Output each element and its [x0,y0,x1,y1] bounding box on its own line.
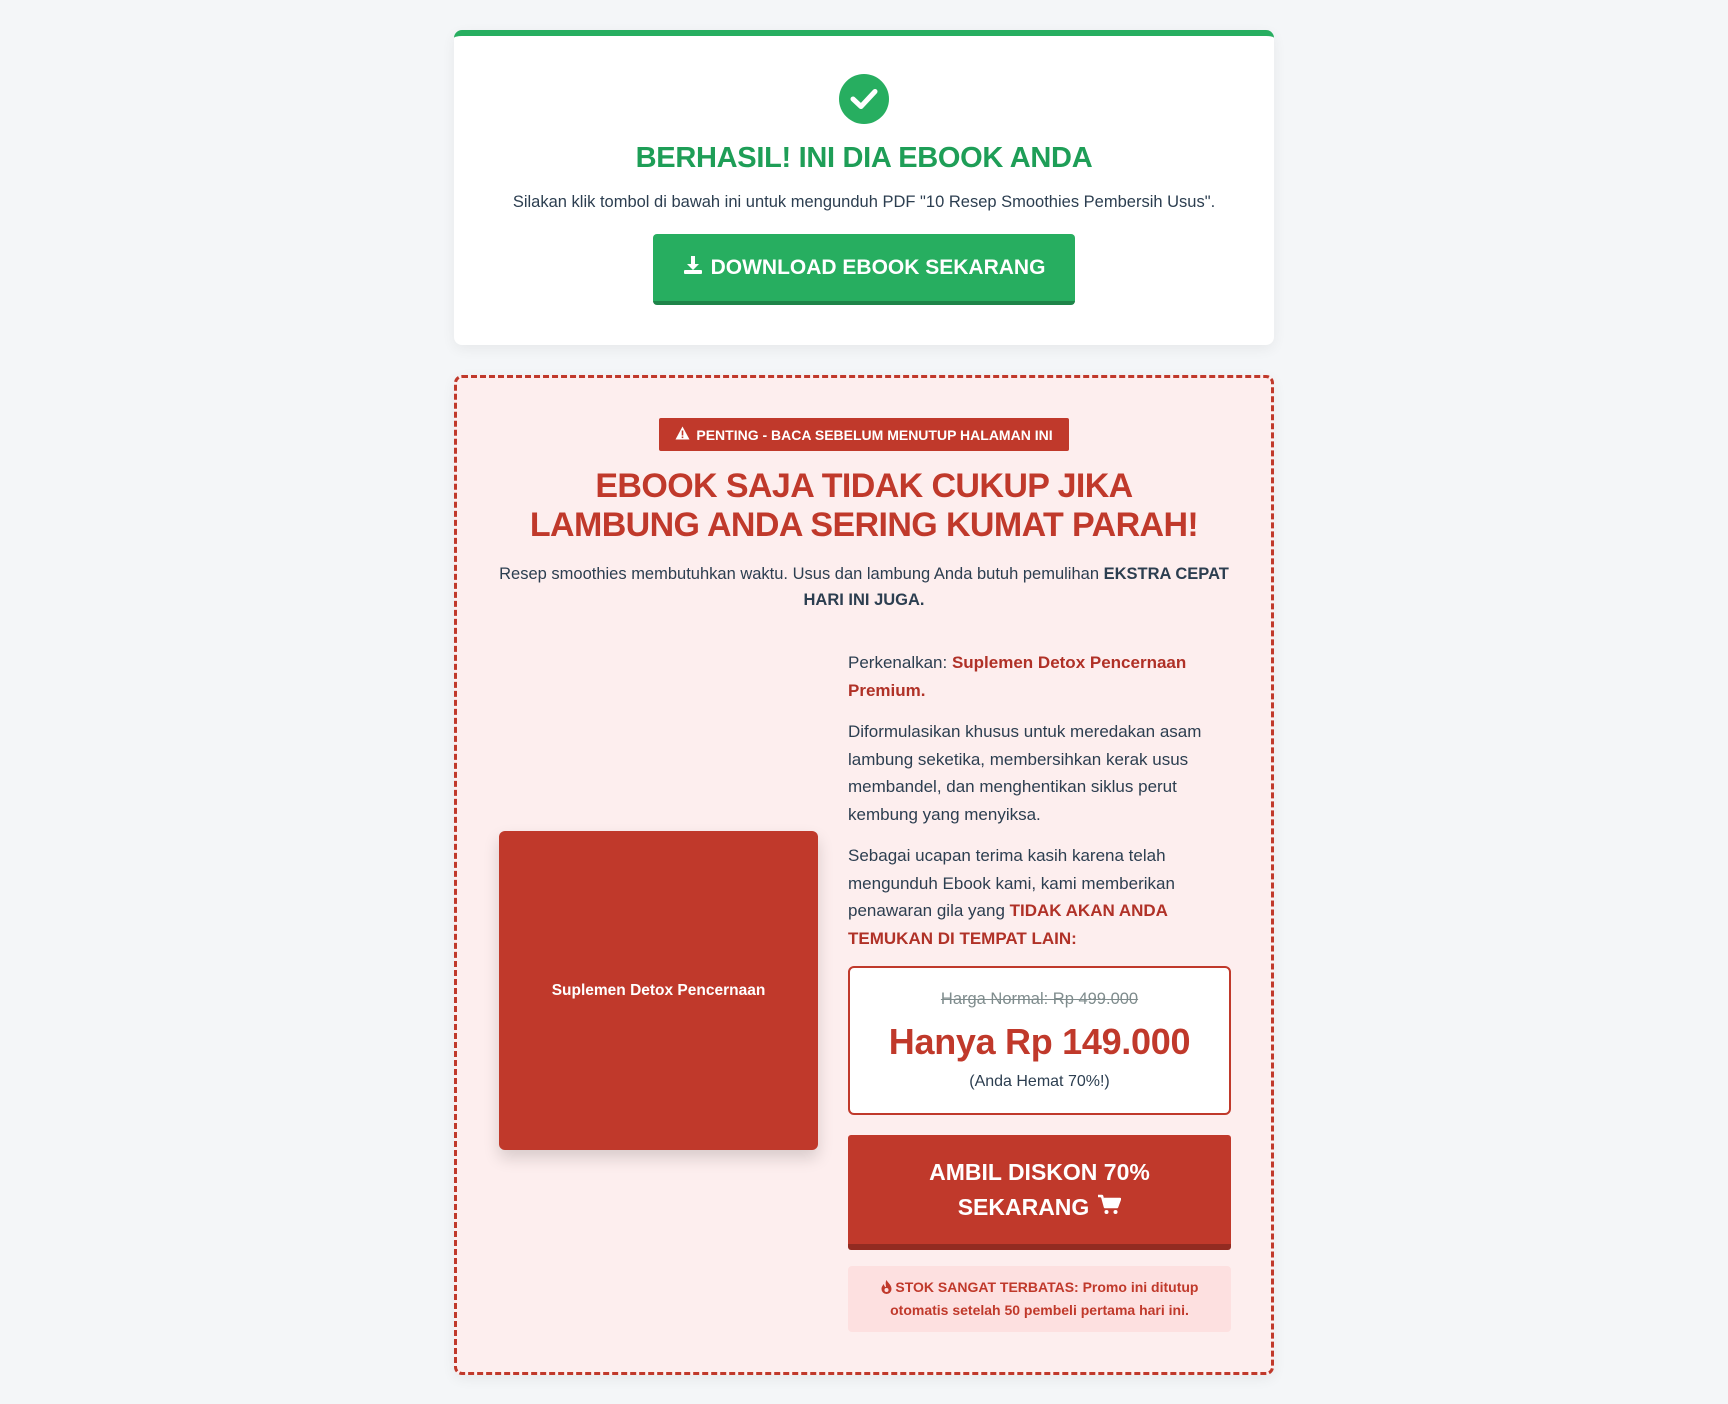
product-image [499,831,818,1150]
offer-subtitle-text: Resep smoothies membutuhkan waktu. Usus dan lambung Anda butuh pemulihan [499,565,1104,584]
warning-badge [659,418,1068,451]
intro-prefix: Perkenalkan: [848,653,952,673]
download-icon [683,255,703,281]
download-button-label: DOWNLOAD EBOOK SEKARANG [710,255,1046,279]
success-subtitle: Silakan klik tombol di bawah ini untuk mengunduh PDF "10 Resep Smoothies Pembersih Usus". [512,193,1216,211]
product-description: Diformulasikan khusus untuk meredakan asam lambung seketika, membersihkan kerak usus membandel, dan menghentikan siklus perut kembung yang menyiksa. [848,722,1202,824]
discount-price: Hanya Rp 149.000 [888,1021,1191,1063]
price-box [848,966,1231,1115]
offer-title: EBOOK SAJA TIDAK CUKUP JIKA LAMBUNG ANDA SERING KUMAT PARAH! [529,467,1199,545]
offer-subtitle-emphasis: EKSTRA CEPAT HARI INI JUGA. [803,565,1229,610]
offer-details [848,649,1231,1332]
claim-discount-button[interactable] [848,1135,1231,1250]
stock-warning [848,1266,1231,1332]
warning-badge-label: PENTING - BACA SEBELUM MENUTUP HALAMAN INI [696,426,1053,443]
normal-price: Harga Normal: Rp 499.000 [940,990,1139,1009]
success-title: BERHASIL! INI DIA EBOOK ANDA [635,142,1093,174]
savings-label: (Anda Hemat 70%!) [969,1073,1110,1091]
upsell-offer-card [454,375,1274,1375]
gift-highlight: TIDAK AKAN ANDA TEMUKAN DI TEMPAT LAIN: [848,901,1168,948]
cta-line-1: AMBIL DISKON 70% [929,1158,1150,1185]
product-image-label: Suplemen Detox Pencernaan [551,981,766,999]
success-card [454,30,1274,345]
gift-message-text: Sebagai ucapan terima kasih karena telah mengunduh Ebook kami, kami memberikan penawaran gila yang [848,846,1175,921]
product-name: Suplemen Detox Pencernaan Premium. [848,653,1187,700]
offer-body [499,649,1229,1332]
fire-icon [881,1279,896,1295]
download-ebook-button[interactable] [653,234,1075,305]
page-container [454,0,1274,1375]
cta-line-2: SEKARANG [957,1193,1090,1220]
check-circle-icon [839,74,889,124]
warning-icon [675,426,690,443]
product-intro [848,649,1231,704]
gift-message [848,842,1231,952]
offer-subtitle [499,561,1229,613]
cart-icon [1097,1190,1121,1225]
stock-warning-text: STOK SANGAT TERBATAS: Promo ini ditutup otomatis setelah 50 pembeli pertama hari ini. [890,1279,1199,1319]
